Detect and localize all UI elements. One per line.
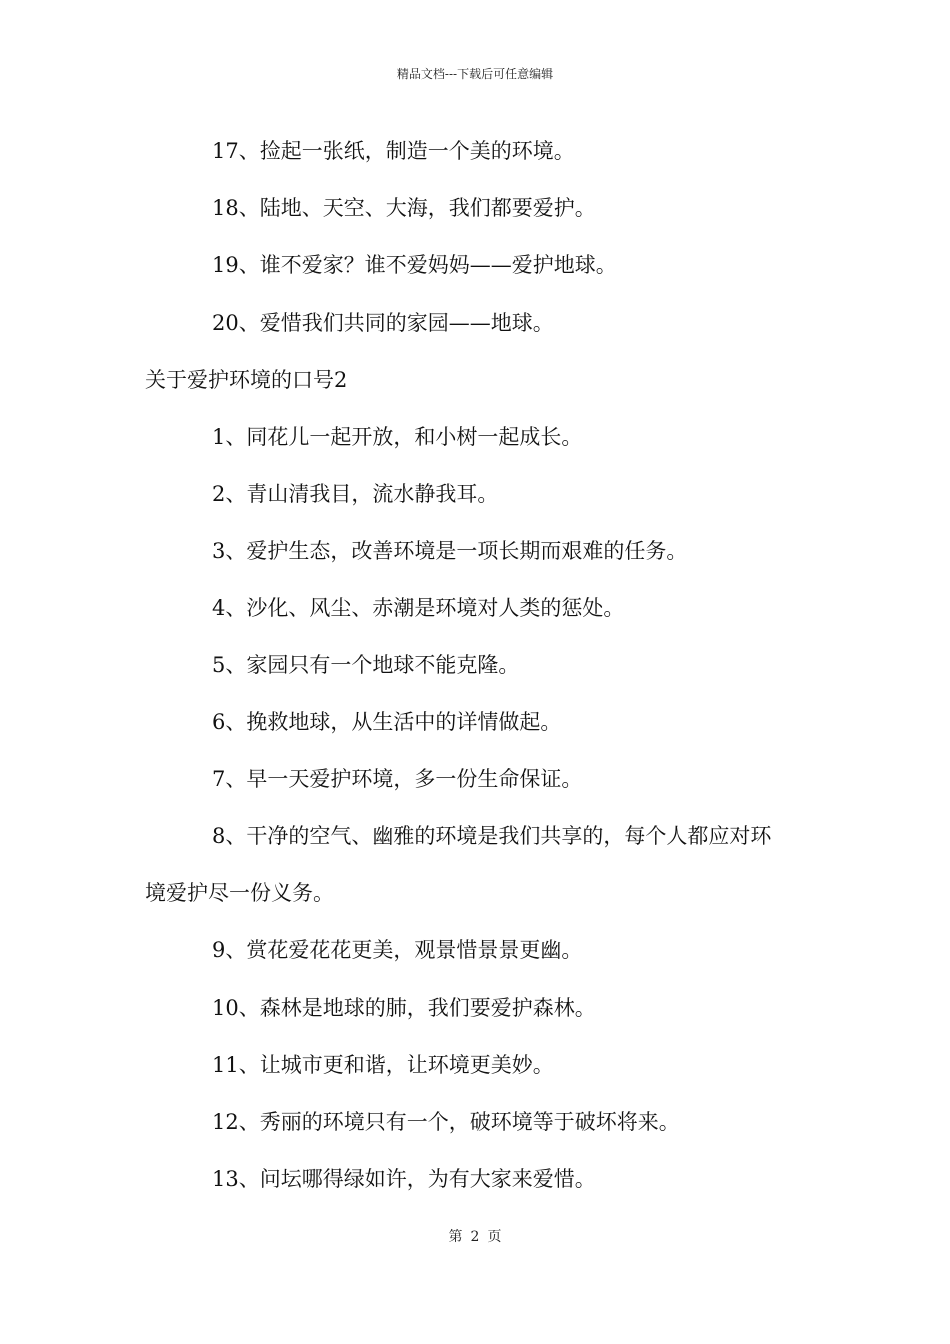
slogan-line: 2、青山清我目，流水静我耳。 — [212, 482, 499, 506]
page-footer — [0, 1228, 950, 1246]
page-label-suffix: 页 — [487, 1229, 502, 1245]
slogan-line: 7、早一天爱护环境，多一份生命保证。 — [212, 767, 583, 791]
slogan-line: 13、问坛哪得绿如许，为有大家来爱惜。 — [212, 1167, 596, 1191]
slogan-line: 17、捡起一张纸，制造一个美的环境。 — [212, 139, 575, 163]
slogan-line: 8、干净的空气、幽雅的环境是我们共享的，每个人都应对环 — [212, 824, 772, 848]
slogan-line: 20、爱惜我们共同的家园——地球。 — [212, 311, 554, 335]
page-label-prefix: 第 — [448, 1229, 463, 1245]
slogan-line: 10、森林是地球的肺，我们要爱护森林。 — [212, 996, 596, 1020]
slogan-line: 4、沙化、风尘、赤潮是环境对人类的惩处。 — [212, 596, 625, 620]
page-header: 精品文档---下载后可任意编辑 — [396, 67, 554, 81]
slogan-line: 18、陆地、天空、大海，我们都要爱护。 — [212, 196, 596, 220]
slogan-line: 1、同花儿一起开放，和小树一起成长。 — [212, 425, 583, 449]
slogan-line: 3、爱护生态，改善环境是一项长期而艰难的任务。 — [212, 539, 688, 563]
section-heading: 关于爱护环境的口号2 — [145, 368, 348, 392]
slogan-line-continuation: 境爱护尽一份义务。 — [145, 881, 334, 905]
slogan-line: 9、赏花爱花花更美，观景惜景景更幽。 — [212, 938, 583, 962]
slogan-line: 11、让城市更和谐，让环境更美妙。 — [212, 1053, 554, 1077]
slogan-line: 19、谁不爱家？谁不爱妈妈——爱护地球。 — [212, 253, 617, 277]
slogan-line: 6、挽救地球，从生活中的详情做起。 — [212, 710, 562, 734]
slogan-line: 5、家园只有一个地球不能克隆。 — [212, 653, 520, 677]
slogan-line: 12、秀丽的环境只有一个，破环境等于破坏将来。 — [212, 1110, 680, 1134]
page-number: 2 — [470, 1229, 480, 1245]
